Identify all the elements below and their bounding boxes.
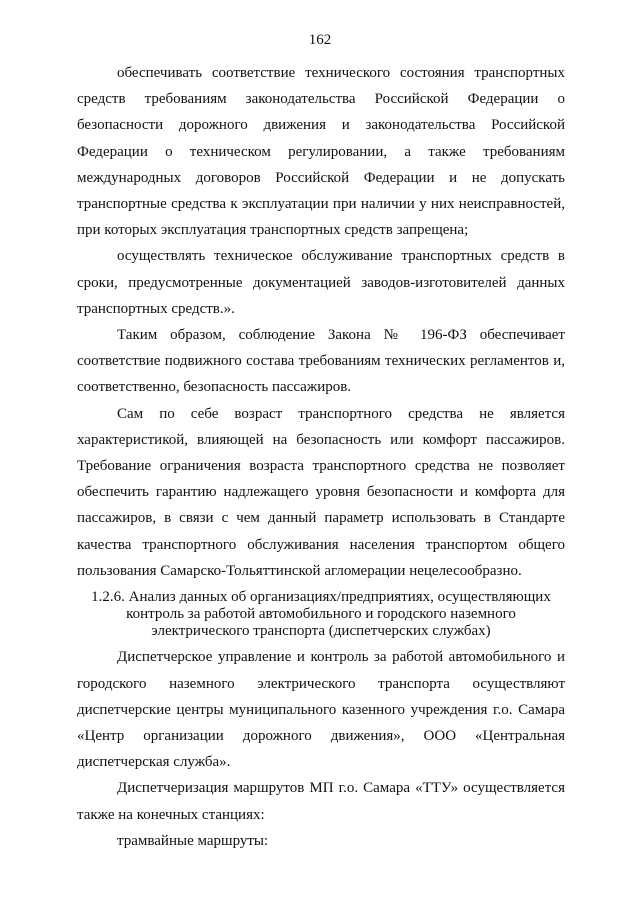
section-heading: 1.2.6. Анализ данных об организациях/предприятиях, осуществляющих контроль за работой автомобильного и городского наземного электрического транспорта (диспетчерских службах)	[91, 589, 551, 639]
paragraph-vehicle-age: Сам по себе возраст транспортного средства не является характеристикой, влияющей на безопасность или комфорт пассажиров. Требование ограничения возраста транспортного средства не позволяет обеспечить гарантию надлежащего уровня безопасности и комфорта для пассажиров, в связи с чем данный параметр использовать в Стандарте качества транспортного обслуживания населения транспортом общего пользования Самарско-Тольяттинской агломерации нецелесообразно.	[77, 405, 565, 579]
paragraph-maintenance: осуществлять техническое обслуживание транспортных средств в сроки, предусмотренные документацией заводов-изготовителей данных транспортных средств.».	[77, 248, 565, 317]
page-number: 162	[308, 32, 332, 48]
body-text	[77, 60, 565, 854]
paragraph-law-compliance: Таким образом, соблюдение Закона № 196-ФЗ обеспечивает соответствие подвижного состава требованиям технических регламентов и, соответственно, безопасность пассажиров.	[77, 327, 565, 396]
paragraph-dispatch-control: Диспетчерское управление и контроль за работой автомобильного и городского наземного электрического транспорта осуществляют диспетчерские центры муниципального казенного учреждения г.о. Самара «Центр организации дорожного движения», ООО «Центральная диспетчерская служба».	[77, 649, 565, 771]
paragraph-tram-routes: трамвайные маршруты:	[117, 832, 269, 849]
paragraph-dispatch-terminals: Диспетчеризация маршрутов МП г.о. Самара «ТТУ» осуществляется также на конечных станциях:	[77, 780, 565, 823]
paragraph-vehicle-condition: обеспечивать соответствие технического состояния транспортных средств требованиям законодательства Российской Федерации о безопасности дорожного движения и законодательства Российской Федерации о техническом регулировании, а также требованиям международных договоров Российской Федерации и не допускать транспортные средства к эксплуатации при наличии у них неисправностей, при которых эксплуатация транспортных средств запрещена;	[77, 65, 565, 239]
